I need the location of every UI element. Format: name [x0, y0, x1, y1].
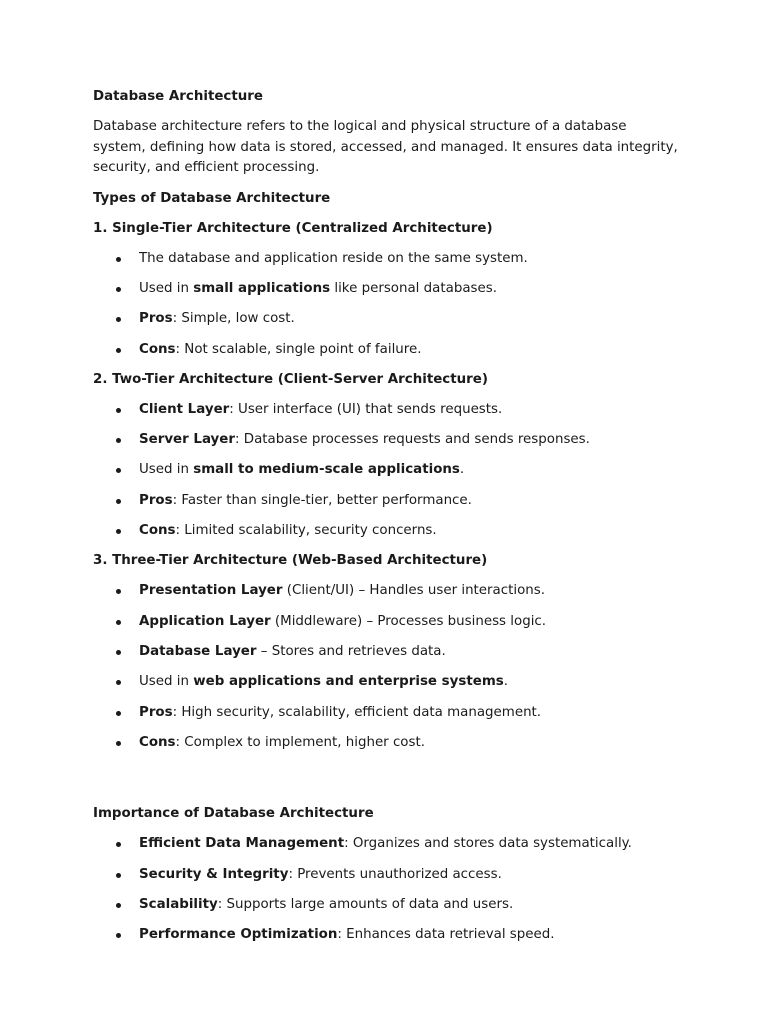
list-item: Scalability: Supports large amounts of data and users. [93, 895, 683, 915]
list-item: Cons: Limited scalability, security concerns. [93, 521, 683, 541]
list-item: Efficient Data Management: Organizes and stores data systematically. [93, 834, 683, 854]
bullet-icon [116, 468, 121, 473]
types-heading: Types of Database Architecture [93, 190, 331, 206]
list-item: The database and application reside on the same system. [93, 249, 683, 269]
bullet-icon [116, 589, 121, 594]
bullet-icon [116, 903, 121, 908]
list-item: Used in small applications like personal databases. [93, 279, 683, 299]
bullet-list [93, 249, 683, 360]
bullet-list [93, 834, 683, 945]
document-body [93, 87, 683, 955]
bullet-icon [116, 499, 121, 504]
bullet-icon [116, 408, 121, 413]
list-item: Pros: High security, scalability, efficient data management. [93, 703, 683, 723]
list-item: Server Layer: Database processes requests and sends responses. [93, 430, 683, 450]
list-item: Security & Integrity: Prevents unauthorized access. [93, 865, 683, 885]
bullet-icon [116, 257, 121, 262]
section-heading: 2. Two-Tier Architecture (Client-Server Architecture) [93, 371, 488, 387]
section-heading: 3. Three-Tier Architecture (Web-Based Architecture) [93, 553, 488, 569]
bullet-icon [116, 741, 121, 746]
bullet-icon [116, 842, 121, 847]
importance-heading: Importance of Database Architecture [93, 806, 374, 822]
bullet-icon [116, 933, 121, 938]
spacer [93, 763, 683, 804]
list-item: Cons: Not scalable, single point of failure. [93, 340, 683, 360]
bullet-icon [116, 711, 121, 716]
bullet-icon [116, 317, 121, 322]
list-item: Presentation Layer (Client/UI) – Handles user interactions. [93, 581, 683, 601]
list-item: Performance Optimization: Enhances data retrieval speed. [93, 925, 683, 945]
list-item: Pros: Simple, low cost. [93, 309, 683, 329]
bullet-icon [116, 620, 121, 625]
bullet-list [93, 400, 683, 542]
bullet-icon [116, 680, 121, 685]
bullet-icon [116, 348, 121, 353]
bullet-icon [116, 873, 121, 878]
bullet-icon [116, 529, 121, 534]
list-item: Application Layer (Middleware) – Processes business logic. [93, 612, 683, 632]
list-item: Client Layer: User interface (UI) that sends requests. [93, 400, 683, 420]
bullet-list [93, 581, 683, 753]
bullet-icon [116, 650, 121, 655]
list-item: Used in small to medium-scale applications. [93, 460, 683, 480]
intro-paragraph: Database architecture refers to the logical and physical structure of a database system, defining how data is stored, accessed, and managed. It ensures data integrity, security, and efficient processing. [93, 119, 678, 175]
section-heading: 1. Single-Tier Architecture (Centralized Architecture) [93, 220, 493, 236]
document-title: Database Architecture [93, 89, 263, 104]
list-item: Used in web applications and enterprise systems. [93, 672, 683, 692]
bullet-icon [116, 438, 121, 443]
bullet-icon [116, 287, 121, 292]
list-item: Cons: Complex to implement, higher cost. [93, 733, 683, 753]
list-item: Pros: Faster than single-tier, better performance. [93, 491, 683, 511]
list-item: Database Layer – Stores and retrieves data. [93, 642, 683, 662]
